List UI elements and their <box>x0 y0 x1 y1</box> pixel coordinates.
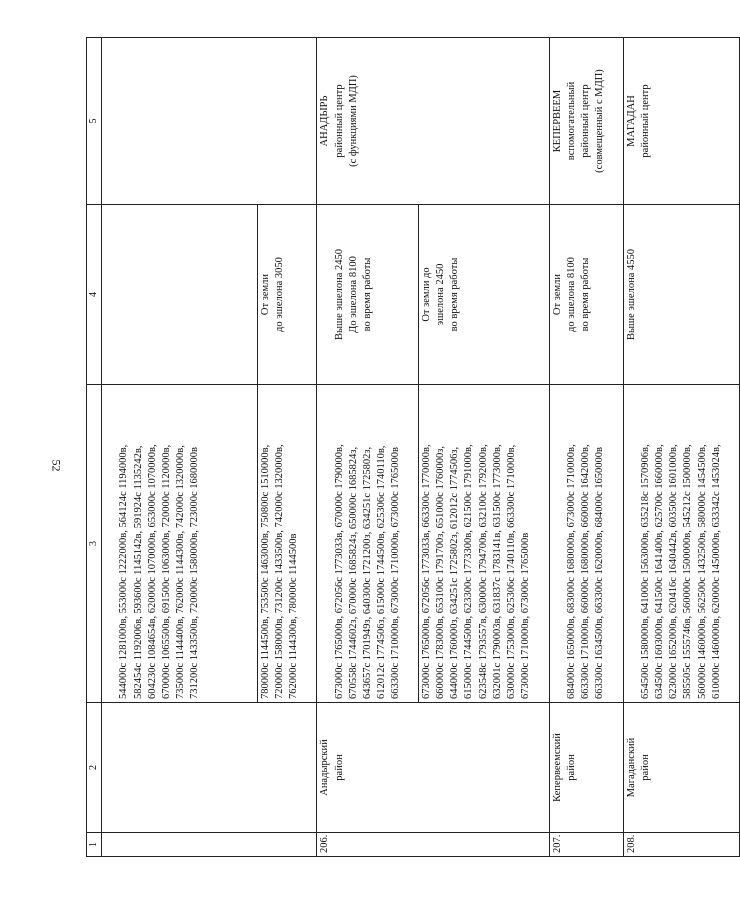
height-limits: От земли до эшелона 3050 <box>257 205 288 384</box>
coordinates-cell <box>102 385 317 703</box>
heights-cell <box>102 205 317 385</box>
airspace-table <box>86 37 740 857</box>
coordinates-block: 780000с 1144500в, 753500с 1463000в, 750800с 1510000в, 720000с 1580000в, 731200с 1433500в, 742000с 1320000в, 762000с 1144300в, 780000с 1144500в <box>257 385 303 702</box>
header-row <box>87 38 102 857</box>
header-col-1: 1 <box>87 833 102 857</box>
header-col-5: 5 <box>87 38 102 205</box>
height-limits <box>116 205 242 384</box>
coordinates-block: 684000с 1650000в, 683000с 1680000в, 673000с 1710000в, 663300с 1710000в, 660000с 1680000в, 660000с 1642000в, 663300с 1634500в, 663300с 1620000в, 684000с 1650000в <box>565 444 606 699</box>
height-limits: Выше эшелона 2450 До эшелона 8100 во время работы <box>333 248 374 341</box>
control-center: АНАДЫРЬ районный центр (с функциями МДП) <box>317 38 549 205</box>
coordinates-block: 654500с 1580000в, 641000с 1563000в, 635218с 1570906в, 634500с 1603000в, 641500с 1641400в, 625700с 1660000в, 623000с 1652000в, 620416с 1640442в, 603500с 1601000в, 585505с 1555746в, 560000с 1500000в, 545212с 1500000в, 560000с 1460000в, 562500с 1432500в, 580000с 1454500в, 610000с 1460000в, 620000с 1450000в, 633342с 1453024в, <box>639 444 722 699</box>
header-col-3: 3 <box>87 385 102 703</box>
coordinates-block: 673000с 1765000в, 672056с 1773033в, 663300с 1770000в, 660000с 1783000в, 653100с 1791700з, 651000с 1760000з, 644000с 1760000з, 634251с 1725802з, 612012с 1774506з, 615000с 1744500в, 623300с 1773300в, 621500с 1791000в, 623548с 1793557в, 630000с 1794700в, 632100с 1792000в, 632001с 1790003в, 631837с 1783141в, 631500с 1773000в, 630000с 1753000в, 625306с 1740110в, 663300с 1710000в, 673000с 1710000в, 673000с 1765000в <box>418 385 535 702</box>
table-row <box>623 38 740 857</box>
table-row <box>317 38 549 857</box>
airspace-table-rotated <box>86 38 722 857</box>
district-name <box>102 703 317 833</box>
coordinates-cell <box>549 385 623 703</box>
control-center: КЕПЕРВЕЕМ вспомогательный районный центр (совмещенный с МДП) <box>549 38 623 205</box>
coordinates-block: 544000с 1281000в, 553000с 1222000в, 564124с 1194000в, 582454с 1192006в, 593600с 1145142в, 591924с 1135242в, 604230с 1084654в, 620000с 1070000в, 653000с 1070000в, 670000с 1065500в, 691500с 1063000в, 720000с 1120000в, 735000с 1144400в, 762000с 1144300в, 742000с 1320000в, 731200с 1433500в, 720000с 1580000в, 723000с 1680000в <box>118 444 201 699</box>
height-limits: От земли до эшелона 8100 во время работы <box>549 205 623 385</box>
coordinates-cell <box>317 385 549 703</box>
district-name: Анадырский район <box>317 703 549 833</box>
header-col-4: 4 <box>87 205 102 385</box>
page-number: 52 <box>49 459 64 472</box>
district-name: Кепервеемский район <box>549 703 623 833</box>
row-number: 207. <box>549 833 623 857</box>
row-number: 206. <box>317 833 549 857</box>
control-center: МАГАДАН районный центр <box>623 38 740 205</box>
district-name: Магаданский район <box>623 703 740 833</box>
coordinates-block: 673000с 1765000в, 672056с 1773033в, 670000с 1790000в, 670558с 1744602з, 670000с 1685824з, 650000с 1685824з, 643657с 1701949з, 640300с 1721200з, 634251с 1725802з, 612012с 1774506з, 615000с 1744500в, 625306с 1740110в, 663300с 1710000в, 673000с 1710000в, 673000с 1765000в <box>333 444 402 699</box>
table-row <box>549 38 623 857</box>
coordinates-cell <box>623 385 740 703</box>
heights-cell <box>317 205 549 385</box>
table-row <box>102 38 317 857</box>
height-limits: От земли до эшелона 2450 во время работы <box>418 205 464 384</box>
row-number <box>102 833 317 857</box>
height-limits: Выше эшелона 4550 <box>623 205 740 385</box>
header-col-2: 2 <box>87 703 102 833</box>
control-center <box>102 38 317 205</box>
row-number: 208. <box>623 833 740 857</box>
